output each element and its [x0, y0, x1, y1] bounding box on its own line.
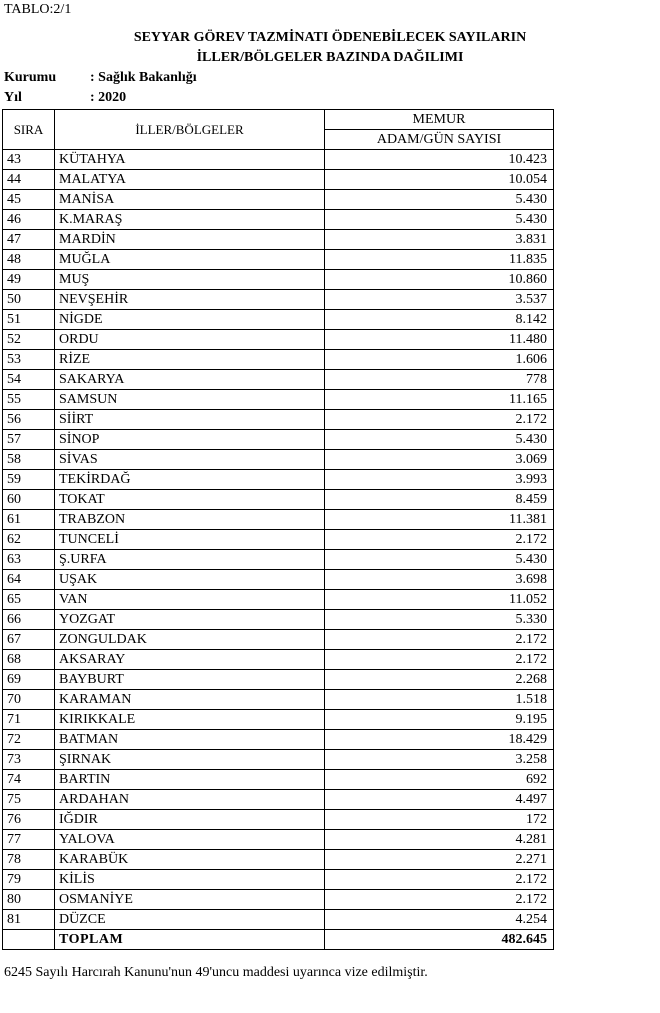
row-il: Ş.URFA	[55, 550, 325, 570]
table-row	[3, 870, 554, 890]
row-il: BAYBURT	[55, 670, 325, 690]
row-value: 2.268	[325, 670, 554, 690]
row-il: NİGDE	[55, 310, 325, 330]
row-sira: 59	[3, 470, 55, 490]
row-value: 18.429	[325, 730, 554, 750]
row-il: MUĞLA	[55, 250, 325, 270]
row-value: 10.860	[325, 270, 554, 290]
row-sira: 75	[3, 790, 55, 810]
row-value: 2.172	[325, 870, 554, 890]
table-row	[3, 610, 554, 630]
row-sira: 44	[3, 170, 55, 190]
row-sira: 60	[3, 490, 55, 510]
row-value: 4.254	[325, 910, 554, 930]
row-il: BARTIN	[55, 770, 325, 790]
row-value: 1.518	[325, 690, 554, 710]
row-sira: 63	[3, 550, 55, 570]
row-value: 5.430	[325, 430, 554, 450]
table-row	[3, 350, 554, 370]
table-row	[3, 890, 554, 910]
row-value: 9.195	[325, 710, 554, 730]
row-il: SAKARYA	[55, 370, 325, 390]
row-il: YOZGAT	[55, 610, 325, 630]
row-sira: 76	[3, 810, 55, 830]
table-row	[3, 810, 554, 830]
row-value: 3.537	[325, 290, 554, 310]
row-value: 692	[325, 770, 554, 790]
row-value: 3.993	[325, 470, 554, 490]
table-row	[3, 710, 554, 730]
table-row	[3, 150, 554, 170]
kurumu-row	[4, 70, 197, 86]
row-sira: 45	[3, 190, 55, 210]
row-sira: 69	[3, 670, 55, 690]
row-sira: 72	[3, 730, 55, 750]
row-il: NEVŞEHİR	[55, 290, 325, 310]
table-row	[3, 330, 554, 350]
row-sira: 67	[3, 630, 55, 650]
table-row	[3, 210, 554, 230]
row-value: 2.172	[325, 630, 554, 650]
row-value: 11.052	[325, 590, 554, 610]
row-value: 5.330	[325, 610, 554, 630]
header-sira: SIRA	[3, 110, 55, 150]
table-row	[3, 430, 554, 450]
table-row	[3, 310, 554, 330]
row-value: 11.381	[325, 510, 554, 530]
total-value: 482.645	[325, 930, 554, 950]
row-sira: 61	[3, 510, 55, 530]
table-row	[3, 850, 554, 870]
total-label: TOPLAM	[55, 930, 325, 950]
row-value: 8.459	[325, 490, 554, 510]
row-value: 2.172	[325, 890, 554, 910]
row-value: 4.497	[325, 790, 554, 810]
kurumu-label: Kurumu	[4, 70, 57, 85]
row-il: TUNCELİ	[55, 530, 325, 550]
row-sira: 64	[3, 570, 55, 590]
row-sira: 62	[3, 530, 55, 550]
row-sira: 47	[3, 230, 55, 250]
table-row	[3, 510, 554, 530]
row-il: SİİRT	[55, 410, 325, 430]
row-sira: 52	[3, 330, 55, 350]
distribution-table	[2, 109, 554, 950]
row-il: SİNOP	[55, 430, 325, 450]
row-il: ZONGULDAK	[55, 630, 325, 650]
table-row	[3, 770, 554, 790]
table-row	[3, 690, 554, 710]
table-row	[3, 250, 554, 270]
row-value: 11.480	[325, 330, 554, 350]
row-value: 2.172	[325, 650, 554, 670]
header-memur: MEMUR	[325, 110, 554, 130]
row-value: 5.430	[325, 210, 554, 230]
row-value: 3.831	[325, 230, 554, 250]
row-sira: 80	[3, 890, 55, 910]
row-il: KÜTAHYA	[55, 150, 325, 170]
table-row	[3, 910, 554, 930]
row-il: IĞDIR	[55, 810, 325, 830]
row-sira: 73	[3, 750, 55, 770]
document-title-line-1: SEYYAR GÖREV TAZMİNATI ÖDENEBİLECEK SAYILARIN	[133, 30, 527, 45]
row-il: AKSARAY	[55, 650, 325, 670]
row-value: 5.430	[325, 190, 554, 210]
row-il: MALATYA	[55, 170, 325, 190]
row-sira: 50	[3, 290, 55, 310]
table-row	[3, 550, 554, 570]
row-il: ORDU	[55, 330, 325, 350]
row-value: 2.172	[325, 530, 554, 550]
header-iller: İLLER/BÖLGELER	[55, 110, 325, 150]
row-il: ARDAHAN	[55, 790, 325, 810]
row-value: 2.271	[325, 850, 554, 870]
row-sira: 79	[3, 870, 55, 890]
row-sira: 65	[3, 590, 55, 610]
table-row	[3, 570, 554, 590]
row-value: 778	[325, 370, 554, 390]
row-sira: 48	[3, 250, 55, 270]
table-row	[3, 630, 554, 650]
row-sira: 51	[3, 310, 55, 330]
row-il: KARAMAN	[55, 690, 325, 710]
row-il: TRABZON	[55, 510, 325, 530]
table-row	[3, 270, 554, 290]
table-row	[3, 650, 554, 670]
table-row	[3, 470, 554, 490]
row-il: SİVAS	[55, 450, 325, 470]
yil-row	[4, 90, 126, 106]
row-value: 2.172	[325, 410, 554, 430]
row-value: 3.069	[325, 450, 554, 470]
table-row	[3, 590, 554, 610]
row-sira: 56	[3, 410, 55, 430]
row-sira: 49	[3, 270, 55, 290]
table-row	[3, 730, 554, 750]
row-value: 172	[325, 810, 554, 830]
row-il: KİLİS	[55, 870, 325, 890]
header-adam-gun: ADAM/GÜN SAYISI	[325, 130, 554, 150]
row-sira: 74	[3, 770, 55, 790]
table-row	[3, 450, 554, 470]
row-il: OSMANİYE	[55, 890, 325, 910]
row-il: K.MARAŞ	[55, 210, 325, 230]
table-body	[3, 150, 554, 930]
row-value: 3.698	[325, 570, 554, 590]
table-row	[3, 670, 554, 690]
table-row	[3, 750, 554, 770]
row-il: YALOVA	[55, 830, 325, 850]
row-sira: 81	[3, 910, 55, 930]
row-sira: 43	[3, 150, 55, 170]
table-row	[3, 490, 554, 510]
row-value: 8.142	[325, 310, 554, 330]
row-value: 4.281	[325, 830, 554, 850]
row-il: MUŞ	[55, 270, 325, 290]
row-sira: 78	[3, 850, 55, 870]
row-il: UŞAK	[55, 570, 325, 590]
row-il: ŞIRNAK	[55, 750, 325, 770]
table-number: TABLO:2/1	[4, 2, 72, 17]
row-value: 5.430	[325, 550, 554, 570]
row-sira: 46	[3, 210, 55, 230]
row-sira: 57	[3, 430, 55, 450]
table-row	[3, 830, 554, 850]
document-title-line-2: İLLER/BÖLGELER BAZINDA DAĞILIMI	[196, 50, 464, 65]
row-sira: 70	[3, 690, 55, 710]
yil-value: : 2020	[90, 90, 127, 105]
row-il: BATMAN	[55, 730, 325, 750]
total-row	[3, 930, 554, 950]
row-sira: 55	[3, 390, 55, 410]
row-sira: 54	[3, 370, 55, 390]
kurumu-value: : Sağlık Bakanlığı	[90, 70, 197, 85]
footer-note: 6245 Sayılı Harcırah Kanunu'nun 49'uncu maddesi uyarınca vize edilmiştir.	[4, 965, 428, 980]
table-row	[3, 190, 554, 210]
table-row	[3, 530, 554, 550]
row-il: SAMSUN	[55, 390, 325, 410]
row-value: 1.606	[325, 350, 554, 370]
row-il: MARDİN	[55, 230, 325, 250]
row-il: DÜZCE	[55, 910, 325, 930]
table-row	[3, 390, 554, 410]
row-value: 10.054	[325, 170, 554, 190]
row-value: 11.835	[325, 250, 554, 270]
row-il: TOKAT	[55, 490, 325, 510]
table-row	[3, 230, 554, 250]
row-sira: 77	[3, 830, 55, 850]
table-row	[3, 170, 554, 190]
table-row	[3, 790, 554, 810]
row-sira: 58	[3, 450, 55, 470]
row-il: KIRIKKALE	[55, 710, 325, 730]
row-il: MANİSA	[55, 190, 325, 210]
table-row	[3, 290, 554, 310]
row-il: TEKİRDAĞ	[55, 470, 325, 490]
row-sira: 68	[3, 650, 55, 670]
row-il: KARABÜK	[55, 850, 325, 870]
row-value: 3.258	[325, 750, 554, 770]
row-sira: 66	[3, 610, 55, 630]
yil-label: Yıl	[4, 90, 22, 105]
row-sira: 53	[3, 350, 55, 370]
row-sira: 71	[3, 710, 55, 730]
table-row	[3, 370, 554, 390]
row-il: RİZE	[55, 350, 325, 370]
row-value: 10.423	[325, 150, 554, 170]
table-row	[3, 410, 554, 430]
row-il: VAN	[55, 590, 325, 610]
row-value: 11.165	[325, 390, 554, 410]
total-sira-cell	[3, 930, 55, 950]
